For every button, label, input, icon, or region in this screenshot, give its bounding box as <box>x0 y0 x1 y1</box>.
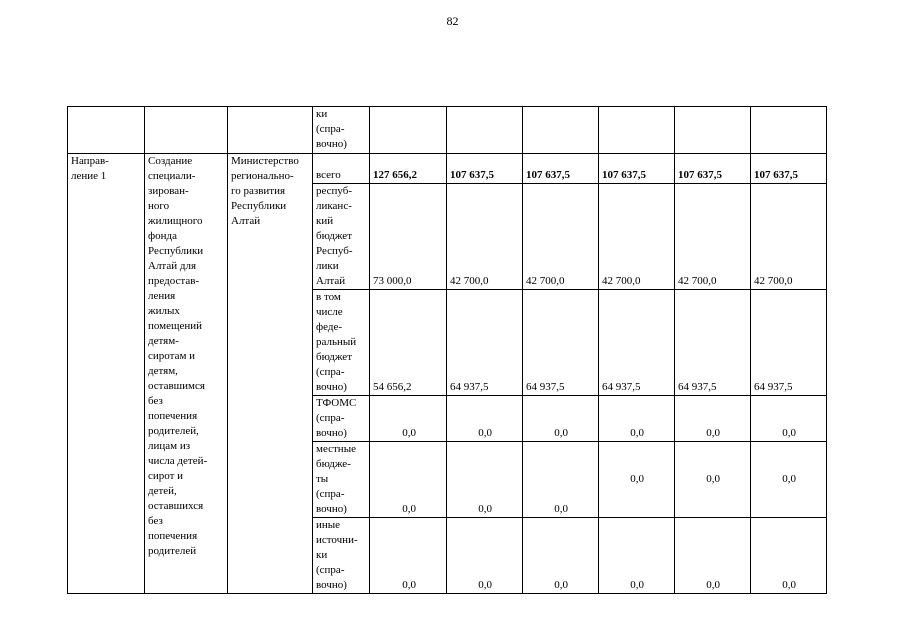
value-cell: 0,0 <box>599 518 675 594</box>
value-cell: 0,0 <box>370 442 447 518</box>
value-cell: 0,0 <box>751 442 827 518</box>
source-cell: ТФОМС (спра- вочно) <box>313 396 370 442</box>
value-cell: 0,0 <box>370 396 447 442</box>
value-cell: 0,0 <box>447 518 523 594</box>
value-cell: 42 700,0 <box>751 184 827 290</box>
table-row <box>68 154 827 184</box>
value-cell: 0,0 <box>447 396 523 442</box>
value-cell: 54 656,2 <box>370 290 447 396</box>
value-cell: 107 637,5 <box>675 154 751 184</box>
value-cell: 73 000,0 <box>370 184 447 290</box>
value-cell: 42 700,0 <box>523 184 599 290</box>
value-cell: 107 637,5 <box>447 154 523 184</box>
value-cell: 107 637,5 <box>751 154 827 184</box>
value-cell: 42 700,0 <box>675 184 751 290</box>
source-cell: в том числе феде- ральный бюджет (спра- вочно) <box>313 290 370 396</box>
value-cell: 107 637,5 <box>599 154 675 184</box>
value-cell: 0,0 <box>599 396 675 442</box>
value-cell: 127 656,2 <box>370 154 447 184</box>
source-cell: иные источни- ки (спра- вочно) <box>313 518 370 594</box>
value-cell: 0,0 <box>523 396 599 442</box>
continued-row <box>68 107 827 154</box>
executor-cell: Министерство регионально- го развития Республики Алтай <box>228 154 313 594</box>
budget-table <box>67 106 827 594</box>
value-cell: 42 700,0 <box>447 184 523 290</box>
value-cell: 0,0 <box>675 396 751 442</box>
value-cell: 42 700,0 <box>599 184 675 290</box>
value-cell: 0,0 <box>599 442 675 518</box>
value-cell: 0,0 <box>523 442 599 518</box>
value-cell: 64 937,5 <box>447 290 523 396</box>
source-cell: местные бюдже- ты (спра- вочно) <box>313 442 370 518</box>
value-cell: 0,0 <box>751 396 827 442</box>
description-cell: Создание специали- зирован- ного жилищного фонда Республики Алтай для предостав- ления жилых помещений детям- сиротам и детям, оставшимся без попечения родителей, лицам из числа детей- сирот и детей, оставшихся без попечения родителей <box>145 154 228 594</box>
source-cell: респуб- ликанс- кий бюджет Респуб- лики Алтай <box>313 184 370 290</box>
value-cell: 0,0 <box>447 442 523 518</box>
value-cell: 0,0 <box>675 518 751 594</box>
value-cell: 64 937,5 <box>523 290 599 396</box>
value-cell: 0,0 <box>675 442 751 518</box>
value-cell: 0,0 <box>370 518 447 594</box>
value-cell: 64 937,5 <box>675 290 751 396</box>
direction-cell: Направ- ление 1 <box>68 154 145 594</box>
page-number: 82 <box>446 14 459 28</box>
value-cell: 0,0 <box>523 518 599 594</box>
value-cell: 64 937,5 <box>751 290 827 396</box>
value-cell: 0,0 <box>751 518 827 594</box>
source-cell: всего <box>313 154 370 184</box>
source-cell: ки (спра- вочно) <box>313 107 370 154</box>
value-cell: 64 937,5 <box>599 290 675 396</box>
value-cell: 107 637,5 <box>523 154 599 184</box>
